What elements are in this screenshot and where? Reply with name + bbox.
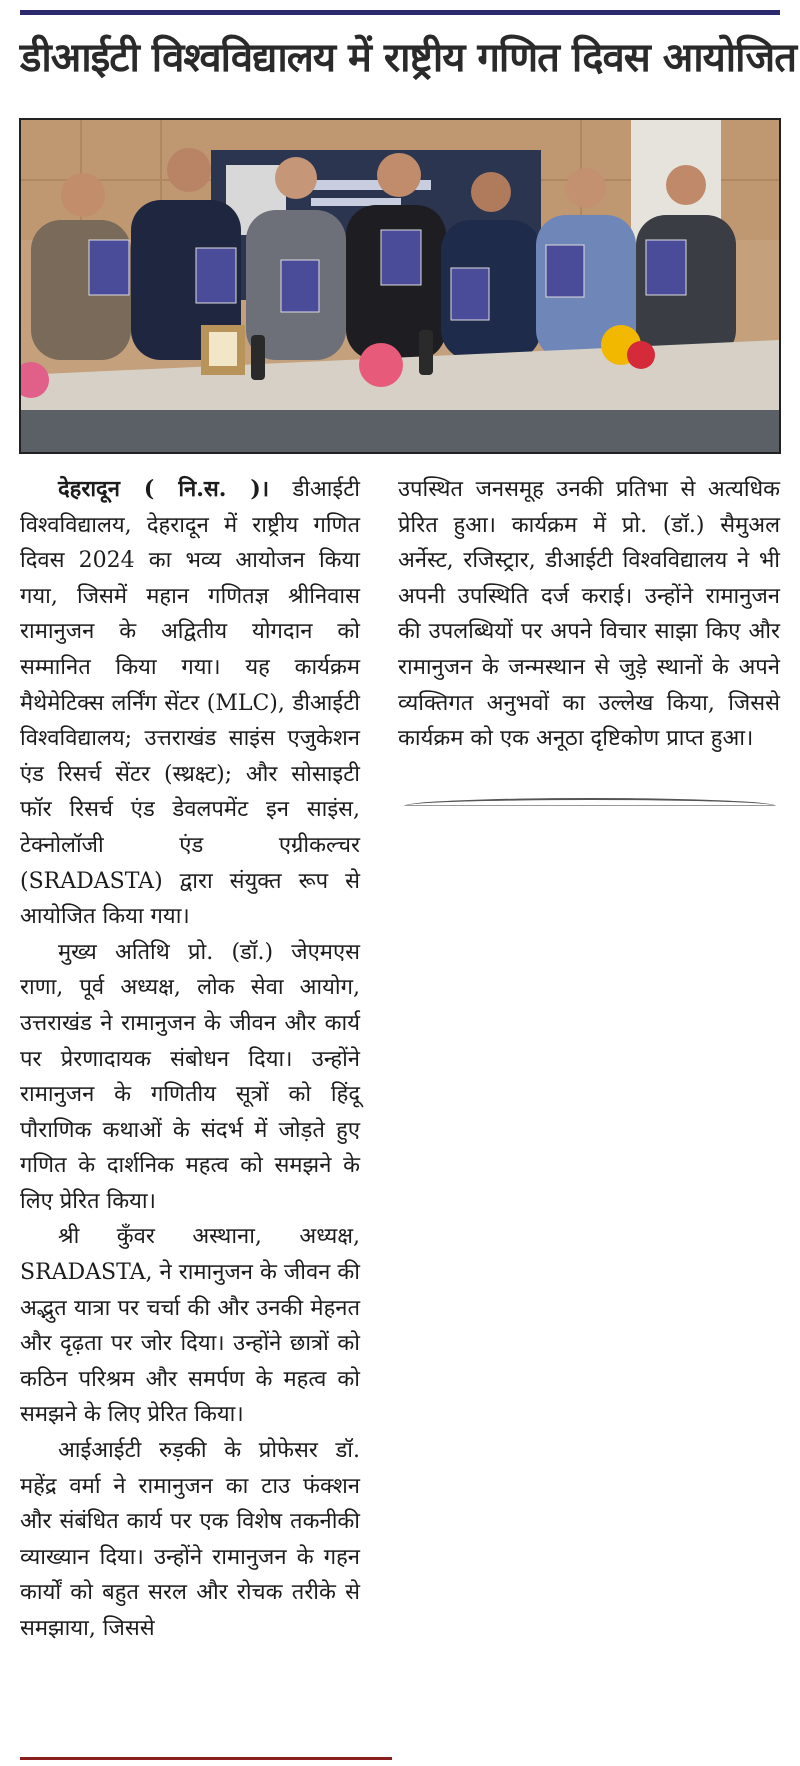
article-paragraph-2: मुख्य अतिथि प्रो. (डॉ.) जेएमएस राणा, पूर्व अध्यक्ष, लोक सेवा आयोग, उत्तराखंड ने रामानुजन के जीवन और कार्य पर प्रेरणादायक संबोधन दिया। उन्होंने रामानुजन के गणितीय सूत्रों को हिंदू पौराणिक कथाओं के संदर्भ में जोड़ते हुए गणित के दार्शनिक महत्व को समझने के लिए प्रेरित किया। bbox=[20, 939, 360, 1214]
article-paragraph-1 bbox=[20, 472, 360, 935]
bottom-rule bbox=[20, 1757, 392, 1760]
article-paragraph-1-text: डीआईटी विश्वविद्यालय, देहरादून में राष्ट्रीय गणित दिवस 2024 का भव्य आयोजन किया गया, जिसमें महान गणितज्ञ श्रीनिवास रामानुजन के अद्वितीय योगदान को सम्मानित किया गया। यह कार्यक्रम मैथेमेटिक्स लर्निंग सेंटर (MLC), डीआईटी विश्वविद्यालय; उत्तराखंड साइंस एजुकेशन एंड रिसर्च सेंटर (स्थ्रक्ष्ट); और सोसाइटी फॉर रिसर्च एंड डेवलपमेंट इन साइंस, टेक्नोलॉजी एंड एग्रीकल्चर (SRADASTA) द्वारा संयुक्त रूप से आयोजित किया गया। bbox=[20, 477, 360, 930]
headline: डीआईटी विश्वविद्यालय में राष्ट्रीय गणित दिवस आयोजित bbox=[20, 35, 796, 81]
article-left-column bbox=[20, 472, 360, 1647]
group-photo-icon bbox=[21, 120, 779, 452]
article-paragraph-5: उपस्थित जनसमूह उनकी प्रतिभा से अत्यधिक प्रेरित हुआ। कार्यक्रम में प्रो. (डॉ.) सैमुअल अर्नेस्ट, रजिस्ट्रार, डीआईटी विश्वविद्यालय ने भी अपनी उपस्थिति दर्ज कराई। उन्होंने रामानुजन की उपलब्धियों पर अपने विचार साझा किए और रामानुजन के जन्मस्थान से जुड़े स्थानों के अपने व्यक्तिगत अनुभवों का उल्लेख किया, जिससे कार्यक्रम को एक अनूठा दृष्टिकोण प्राप्त हुआ। bbox=[398, 477, 780, 752]
article-paragraph-4: आईआईटी रुड़की के प्रोफेसर डॉ. महेंद्र वर्मा ने रामानुजन का टाउ फंक्शन और संबंधित कार्य पर एक विशेष तकनीकी व्याख्यान दिया। उन्होंने रामानुजन के गहन कार्यों को बहुत सरल और रोचक तरीके से समझाया, जिससे bbox=[20, 1438, 360, 1641]
article-right-column bbox=[398, 472, 780, 757]
top-rule bbox=[20, 10, 780, 15]
article-end-rule bbox=[404, 798, 776, 806]
article-paragraph-3: श्री कुँवर अस्थाना, अध्यक्ष, SRADASTA, ने रामानुजन के जीवन की अद्भुत यात्रा पर चर्चा की और उनकी मेहनत और दृढ़ता पर जोर दिया। उन्होंने छात्रों को कठिन परिश्रम और समर्पण के महत्व को समझने के लिए प्रेरित किया। bbox=[20, 1224, 360, 1428]
event-photo bbox=[19, 118, 781, 454]
dateline: देहरादून ( नि.स. )। bbox=[58, 476, 270, 502]
